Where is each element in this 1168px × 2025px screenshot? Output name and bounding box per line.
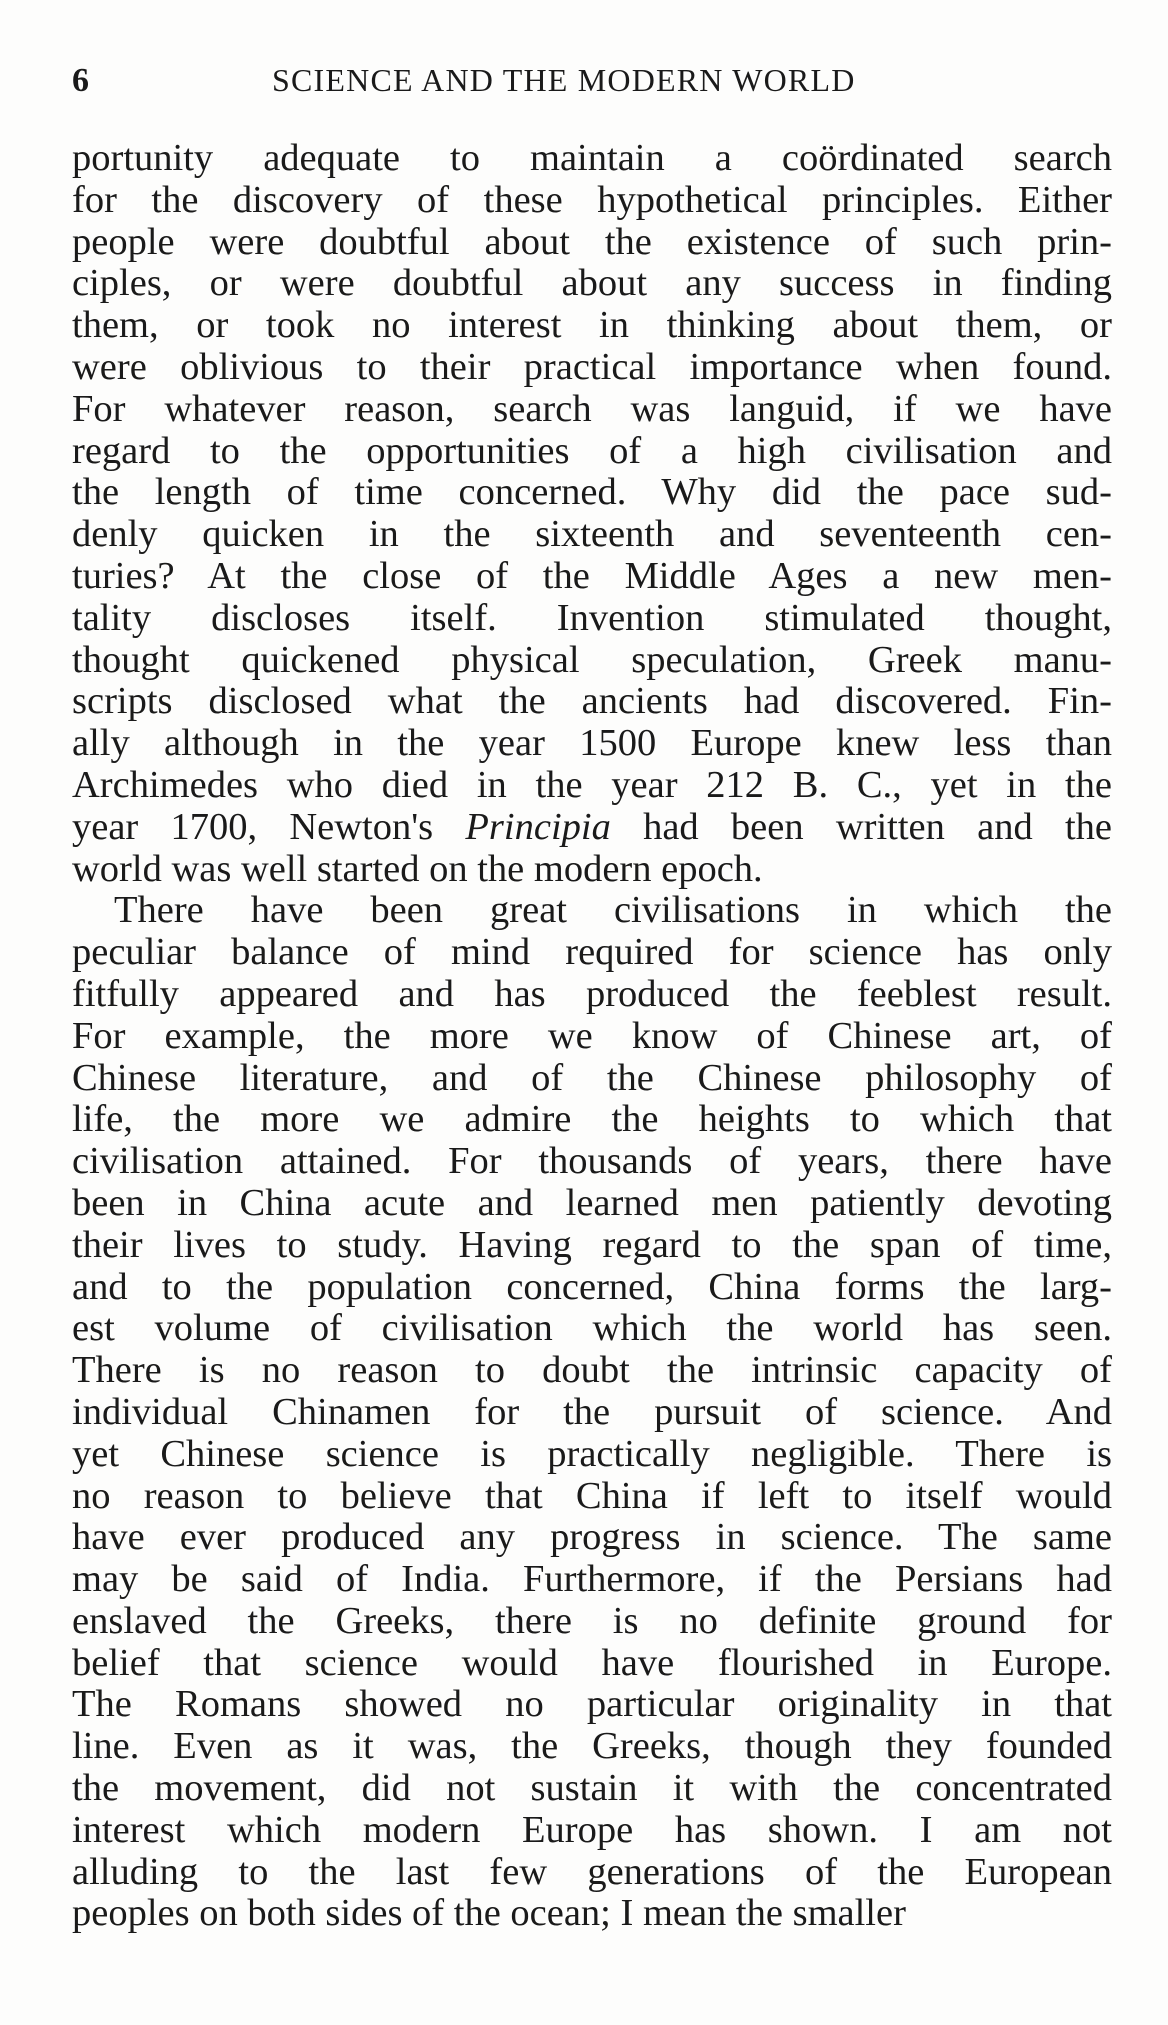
text-line: The Romans showed no particular originality in that bbox=[72, 1684, 1112, 1726]
text-line: enslaved the Greeks, there is no definite ground for bbox=[72, 1600, 1112, 1642]
text-line: alluding to the last few generations of the European bbox=[72, 1851, 1112, 1893]
text-line: ciples, or were doubtful about any success in finding bbox=[72, 263, 1112, 305]
text-line: life, the more we admire the heights to which that bbox=[72, 1099, 1112, 1141]
paragraph bbox=[72, 890, 1112, 1935]
text-line: and to the population concerned, China forms the larg- bbox=[72, 1266, 1112, 1308]
text-line: portunity adequate to maintain a coördinated search bbox=[72, 138, 1112, 179]
text-line: regard to the opportunities of a high civilisation and bbox=[72, 430, 1112, 472]
text-line: line. Even as it was, the Greeks, though they founded bbox=[72, 1726, 1112, 1768]
text-line: yet Chinese science is practically negligible. There is bbox=[72, 1433, 1112, 1475]
text-line: were oblivious to their practical importance when found. bbox=[72, 346, 1112, 388]
text-line: tality discloses itself. Invention stimulated thought, bbox=[72, 597, 1112, 639]
text-line: the movement, did not sustain it with the concentrated bbox=[72, 1768, 1112, 1810]
paragraph bbox=[72, 138, 1112, 890]
text-line: been in China acute and learned men patiently devoting bbox=[72, 1182, 1112, 1224]
text-line: peculiar balance of mind required for science has only bbox=[72, 932, 1112, 974]
running-head-title: SCIENCE AND THE MODERN WORLD bbox=[272, 62, 856, 98]
text-line: civilisation attained. For thousands of years, there have bbox=[72, 1141, 1112, 1183]
text-line: denly quicken in the sixteenth and seventeenth cen- bbox=[72, 514, 1112, 556]
text-line: people were doubtful about the existence of such prin- bbox=[72, 221, 1112, 263]
text-line: year 1700, Newton's Principia had been written and the bbox=[72, 806, 1112, 848]
text-line: fitfully appeared and has produced the feeblest result. bbox=[72, 973, 1112, 1015]
text-line: Archimedes who died in the year 212 B. C., yet in the bbox=[72, 764, 1112, 806]
text-line: them, or took no interest in thinking about them, or bbox=[72, 305, 1112, 347]
text-line: thought quickened physical speculation, Greek manu- bbox=[72, 639, 1112, 681]
running-head bbox=[72, 62, 1112, 106]
text-line: belief that science would have flourished in Europe. bbox=[72, 1642, 1112, 1684]
body-text bbox=[72, 138, 1112, 1935]
text-line: have ever produced any progress in science. The same bbox=[72, 1517, 1112, 1559]
text-line: interest which modern Europe has shown. I am not bbox=[72, 1809, 1112, 1851]
text-line: For whatever reason, search was languid, if we have bbox=[72, 388, 1112, 430]
text-line: the length of time concerned. Why did the pace sud- bbox=[72, 472, 1112, 514]
text-line: may be said of India. Furthermore, if the Persians had bbox=[72, 1559, 1112, 1601]
text-line: est volume of civilisation which the world has seen. bbox=[72, 1308, 1112, 1350]
text-line: peoples on both sides of the ocean; I mean the smaller bbox=[72, 1893, 906, 1935]
italic-title: Principia bbox=[465, 806, 611, 848]
text-line: There have been great civilisations in which the bbox=[114, 890, 1112, 932]
text-line: no reason to believe that China if left to itself would bbox=[72, 1475, 1112, 1517]
text-line: scripts disclosed what the ancients had discovered. Fin- bbox=[72, 681, 1112, 723]
text-line: ally although in the year 1500 Europe knew less than bbox=[72, 723, 1112, 765]
text-line: For example, the more we know of Chinese art, of bbox=[72, 1015, 1112, 1057]
text-line: their lives to study. Having regard to the span of time, bbox=[72, 1224, 1112, 1266]
page-number: 6 bbox=[72, 62, 89, 99]
text-line: world was well started on the modern epoch. bbox=[72, 848, 763, 890]
text-line: Chinese literature, and of the Chinese philosophy of bbox=[72, 1057, 1112, 1099]
text-line: There is no reason to doubt the intrinsic capacity of bbox=[72, 1350, 1112, 1392]
text-line: turies? At the close of the Middle Ages a new men- bbox=[72, 555, 1112, 597]
text-line: individual Chinamen for the pursuit of science. And bbox=[72, 1391, 1112, 1433]
text-line: for the discovery of these hypothetical principles. Either bbox=[72, 179, 1112, 221]
